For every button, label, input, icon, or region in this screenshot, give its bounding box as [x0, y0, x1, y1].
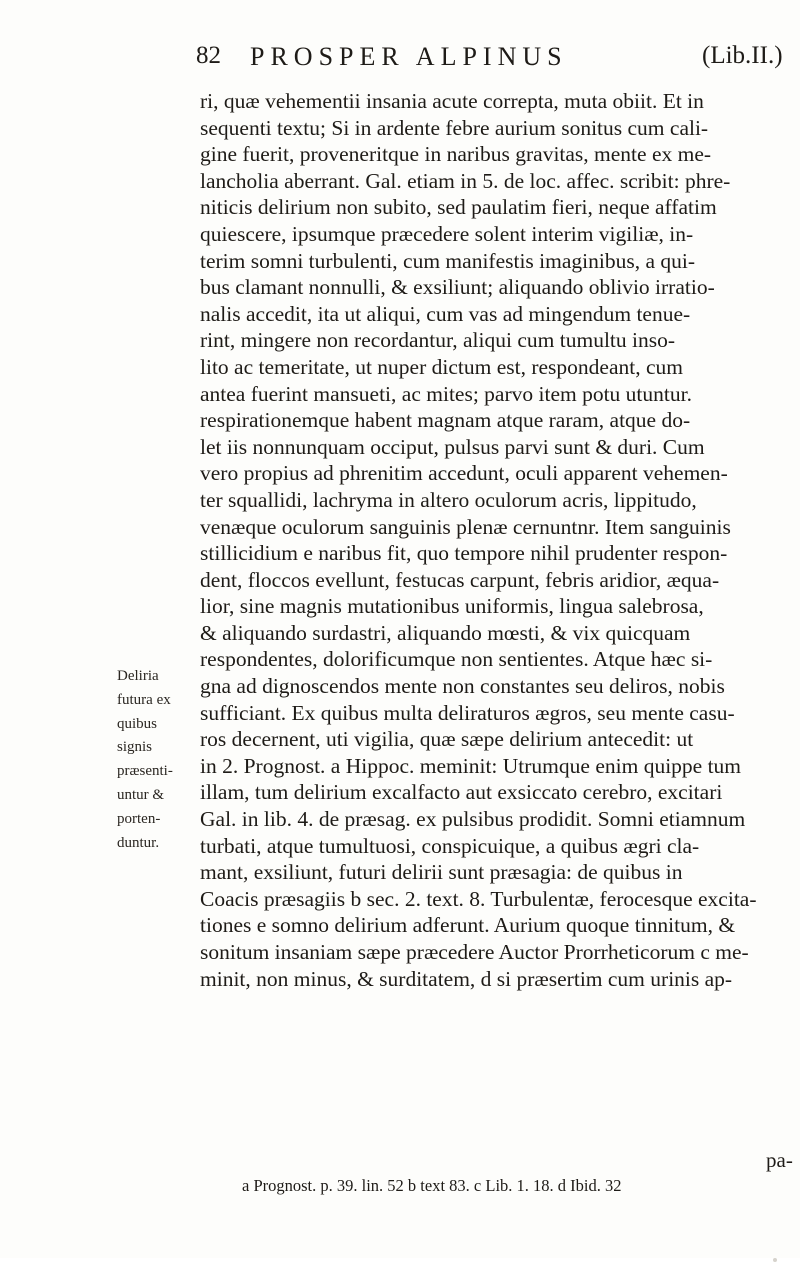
text-line: respondentes, dolorificumque non sentientes. Atque hæc si-	[200, 647, 713, 672]
text-line: lito ac temeritate, ut nuper dictum est, respondeant, cum	[200, 354, 683, 379]
text-line: ter squallidi, lachryma in altero oculorum acris, lippitudo,	[200, 487, 697, 512]
text-line: quiescere, ipsumque præcedere solent interim vigiliæ, in-	[200, 221, 694, 246]
running-header	[196, 42, 796, 82]
text-line: terim somni turbulenti, cum manifestis imaginibus, a qui-	[200, 248, 696, 273]
main-text-block	[200, 88, 796, 992]
text-line: ri, quæ vehementii insania acute correpta, muta obiit. Et in	[200, 89, 704, 113]
text-line: & aliquando surdastri, aliquando mœsti, & vix quicquam	[200, 620, 691, 645]
text-line: Coacis præsagiis b sec. 2. text. 8. Turbulentæ, ferocesque excita-	[200, 886, 757, 911]
text-line: stillicidium e naribus fit, quo tempore nihil prudenter respon-	[200, 541, 728, 566]
margin-note	[117, 665, 197, 855]
text-line: Gal. in lib. 4. de præsag. ex pulsibus prodidit. Somni etiamnum	[200, 807, 746, 832]
text-line: in 2. Prognost. a Hippoc. meminit: Utrumque enim quippe tum	[200, 753, 742, 778]
margin-note-line: untur &	[117, 786, 165, 803]
text-line: lior, sine magnis mutationibus uniformis, lingua salebrosa,	[200, 594, 704, 619]
text-line: rint, mingere non recordantur, aliqui cum tumultu inso-	[200, 328, 676, 353]
margin-note-line: præsenti-	[117, 763, 173, 780]
text-line: respirationemque habent magnam atque raram, atque do-	[200, 408, 691, 433]
text-line: vero propius ad phrenitim accedunt, oculi apparent vehemen-	[200, 461, 728, 486]
text-line: minit, non minus, & surditatem, d si præsertim cum urinis ap-	[200, 966, 733, 991]
text-line: nalis accedit, ita ut aliqui, cum vas ad mingendum tenue-	[200, 301, 691, 326]
text-line: sufficiant. Ex quibus multa deliraturos ægros, seu mente casu-	[200, 700, 735, 725]
margin-note-line: duntur.	[117, 834, 160, 851]
text-line: dent, floccos evellunt, festucas carpunt, febris aridior, æqua-	[200, 567, 720, 592]
text-line: gna ad dignoscendos mente non constantes seu deliros, nobis	[200, 674, 725, 699]
text-line: let iis nonnunquam occiput, pulsus parvi sunt & duri. Cum	[200, 434, 705, 459]
text-line: sonitum insaniam sæpe præcedere Auctor Prorrheticorum c me-	[200, 940, 749, 964]
margin-note-line: quibus	[117, 715, 158, 732]
text-line: mant, exsiliunt, futuri delirii sunt præsagia: de quibus in	[200, 860, 683, 885]
text-line: lancholia aberrant. Gal. etiam in 5. de loc. affec. scribit: phre-	[200, 168, 731, 193]
text-line: venæque oculorum sanguinis plenæ cernuntnr. Item sanguinis	[200, 514, 731, 539]
book-reference: (Lib.II.)	[702, 42, 783, 69]
catchword: pa-	[766, 1148, 793, 1172]
text-line: tiones e somno delirium adferunt. Aurium quoque tinnitum, &	[200, 913, 736, 938]
running-title: PROSPER ALPINUS	[250, 42, 568, 71]
footnotes: a Prognost. p. 39. lin. 52 b text 83. c Lib. 1. 18. d Ibid. 32	[242, 1176, 622, 1195]
margin-note-line: futura ex	[117, 691, 171, 708]
text-line: illam, tum delirium excalfacto aut exsiccato cerebro, excitari	[200, 780, 723, 805]
text-line: sequenti textu; Si in ardente febre aurium sonitus cum cali-	[200, 115, 709, 140]
text-line: bus clamant nonnulli, & exsiliunt; aliquando oblivio irratio-	[200, 275, 715, 300]
text-line: gine fuerit, proveneritque in naribus gravitas, mente ex me-	[200, 142, 712, 167]
text-line: antea fuerint mansueti, ac mites; parvo item potu utuntur.	[200, 381, 692, 406]
margin-note-line: signis	[117, 739, 153, 756]
margin-note-line: Deliria	[117, 668, 159, 684]
text-line: niticis delirium non subito, sed paulatim fieri, neque affatim	[200, 195, 717, 220]
text-line: turbati, atque tumultuosi, conspicuique, a quibus ægri cla-	[200, 833, 700, 858]
scan-speck	[773, 1258, 777, 1262]
page-number: 82	[196, 42, 221, 69]
margin-note-line: porten-	[117, 810, 161, 827]
text-line: ros decernent, uti vigilia, quæ sæpe delirium antecedit: ut	[200, 727, 694, 752]
